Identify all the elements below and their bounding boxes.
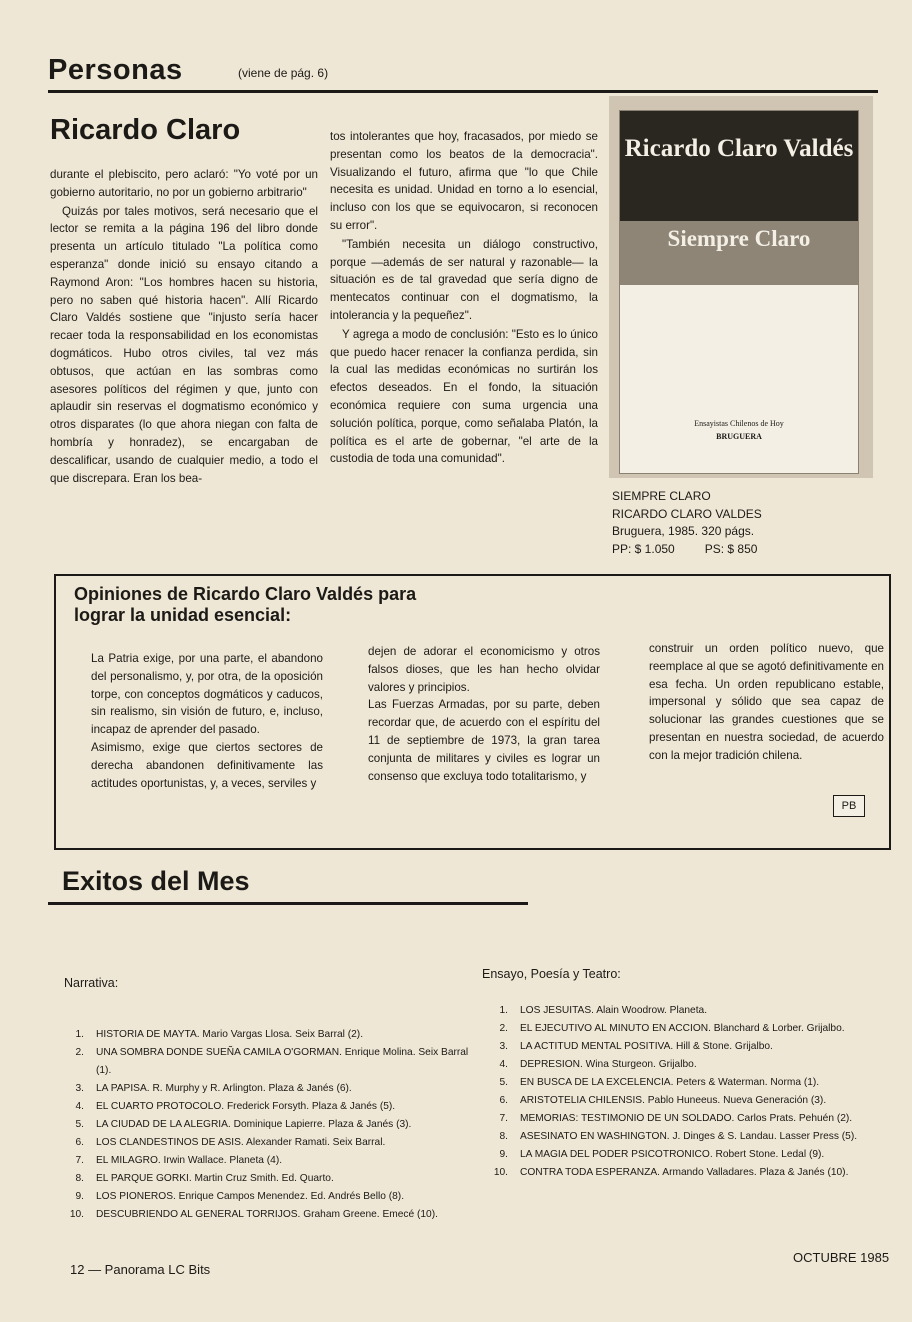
item-number: 5. xyxy=(75,1119,84,1130)
item-text: ASESINATO EN WASHINGTON. J. Dinges & S. Landau. Lasser Press (5). xyxy=(520,1131,858,1142)
paragraph: dejen de adorar el economicismo y otros falsos dioses, que les han hecho olvidar valores y principios. xyxy=(368,645,600,694)
item-text: UNA SOMBRA DONDE SUEÑA CAMILA O'GORMAN. Enrique Molina. Seix Barral (1). xyxy=(96,1047,469,1076)
opinions-title-line: Opiniones de Ricardo Claro Valdés para xyxy=(74,584,417,604)
section-title: Personas xyxy=(48,54,183,86)
item-text: MEMORIAS: TESTIMONIO DE UN SOLDADO. Carlos Prats. Pehuén (2). xyxy=(520,1113,853,1124)
item-number: 10. xyxy=(493,1167,508,1178)
item-text: LA MAGIA DEL PODER PSICOTRONICO. Robert Stone. Ledal (9). xyxy=(520,1149,825,1160)
list-item xyxy=(488,1002,894,1020)
ensayo-list xyxy=(488,1002,894,1182)
caption-title: SIEMPRE CLARO xyxy=(612,489,711,503)
book-cover-image xyxy=(619,110,859,474)
paragraph: tos intolerantes que hoy, fracasados, por miedo se presentan como los beatos de la democracia". Visualizando el futuro, afirma que "lo que Chile necesita es unidad. Unidad en torno a lo esencial, incluso con los que se equivocaron, si reconocen su error". xyxy=(330,130,598,232)
opinions-column-3 xyxy=(649,640,884,765)
price-ps: PS: $ 850 xyxy=(704,541,758,556)
list-item xyxy=(488,1020,894,1038)
item-number: 10. xyxy=(69,1209,84,1220)
book-caption xyxy=(612,488,762,558)
cover-author: Ricardo Claro Valdés xyxy=(624,135,854,162)
list-item xyxy=(64,1170,474,1188)
item-text: LA PAPISA. R. Murphy y R. Arlington. Plaza & Janés (6). xyxy=(96,1083,352,1094)
opinions-column-2 xyxy=(368,643,600,785)
item-text: CONTRA TODA ESPERANZA. Armando Valladares. Plaza & Janés (10). xyxy=(520,1167,849,1178)
item-text: LA CIUDAD DE LA ALEGRIA. Dominique Lapierre. Plaza & Janés (3). xyxy=(96,1119,412,1130)
list-item xyxy=(488,1038,894,1056)
list-item xyxy=(64,1116,474,1134)
item-text: ARISTOTELIA CHILENSIS. Pablo Huneeus. Nueva Generación (3). xyxy=(520,1095,827,1106)
cover-top-band xyxy=(620,111,858,221)
list-item xyxy=(64,1026,474,1044)
item-text: LA ACTITUD MENTAL POSITIVA. Hill & Stone. Grijalbo. xyxy=(520,1041,773,1052)
item-number: 7. xyxy=(499,1113,508,1124)
item-number: 4. xyxy=(499,1059,508,1070)
item-number: 2. xyxy=(499,1023,508,1034)
signature-badge: PB xyxy=(833,795,865,817)
list-item xyxy=(488,1128,894,1146)
list-item xyxy=(488,1056,894,1074)
item-number: 1. xyxy=(499,1005,508,1016)
item-text: DEPRESION. Wina Sturgeon. Grijalbo. xyxy=(520,1059,697,1070)
item-number: 6. xyxy=(75,1137,84,1148)
article-column-1 xyxy=(50,166,318,488)
narrativa-list xyxy=(64,1026,474,1224)
item-text: EL MILAGRO. Irwin Wallace. Planeta (4). xyxy=(96,1155,283,1166)
item-text: HISTORIA DE MAYTA. Mario Vargas Llosa. Seix Barral (2). xyxy=(96,1029,364,1040)
paragraph: construir un orden político nuevo, que reemplace al que se agotó definitivamente en esa fecha. Un orden republicano estable, impersonal y sólido que sea capaz de solucionar las grandes cuestiones que se presentan en nuestra sociedad, de acuerdo con la mejor tradición chilena. xyxy=(649,642,884,762)
list-item xyxy=(64,1188,474,1206)
cover-series: Ensayistas Chilenos de Hoy xyxy=(694,419,784,428)
opinions-column-1 xyxy=(91,650,323,792)
cover-publisher: BRUGUERA xyxy=(716,432,762,441)
item-number: 6. xyxy=(499,1095,508,1106)
list-item xyxy=(64,1080,474,1098)
list-item xyxy=(488,1146,894,1164)
item-number: 9. xyxy=(499,1149,508,1160)
item-number: 1. xyxy=(75,1029,84,1040)
continued-note: (viene de pág. 6) xyxy=(238,66,329,80)
item-text: LOS JESUITAS. Alain Woodrow. Planeta. xyxy=(520,1005,708,1016)
list-item xyxy=(488,1074,894,1092)
cover-title: Siempre Claro xyxy=(667,226,811,251)
item-text: EL CUARTO PROTOCOLO. Frederick Forsyth. Plaza & Janés (5). xyxy=(96,1101,396,1112)
item-number: 4. xyxy=(75,1101,84,1112)
paragraph: "También necesita un diálogo constructivo, porque —además de ser natural y razonable— la situación es de tal gravedad que sería digno de mentecatos continuar con el dogmatismo, la intolerancia y la pequeñez". xyxy=(330,237,598,322)
item-text: EL EJECUTIVO AL MINUTO EN ACCION. Blanchard & Lorber. Grijalbo. xyxy=(520,1023,845,1034)
paragraph: Las Fuerzas Armadas, por su parte, deben recordar que, de acuerdo con el espíritu del 11 de septiembre de 1973, la gran tarea conjunta de militares y civiles es lograr un consenso que excluya todo totalitarismo, y xyxy=(368,698,600,783)
paragraph: Y agrega a modo de conclusión: "Esto es lo único que puedo hacer renacer la confianza perdida, sin la cual las medidas económicas no surtirán los efectos deseados. En el fondo, la situación económica requiere con suma urgencia una solución política, porque, como señalaba Platón, la política es el arte de gobernar, "el arte de la custodia de toda una comunidad". xyxy=(330,327,598,466)
item-number: 5. xyxy=(499,1077,508,1088)
caption-details: Bruguera, 1985. 320 págs. xyxy=(612,524,755,538)
list-item xyxy=(488,1110,894,1128)
caption-prices xyxy=(612,541,762,559)
list-item xyxy=(64,1098,474,1116)
item-text: LOS CLANDESTINOS DE ASIS. Alexander Ramati. Seix Barral. xyxy=(96,1137,386,1148)
item-number: 7. xyxy=(75,1155,84,1166)
list-item xyxy=(64,1134,474,1152)
article-column-2 xyxy=(330,128,598,469)
header-rule xyxy=(48,90,878,93)
exitos-title: Exitos del Mes xyxy=(62,866,250,896)
paragraph: durante el plebiscito, pero aclaró: "Yo voté por un gobierno autoritario, no por un gobierno arbitrario" xyxy=(50,168,318,199)
list-item xyxy=(64,1152,474,1170)
item-text: DESCUBRIENDO AL GENERAL TORRIJOS. Graham Greene. Emecé (10). xyxy=(96,1209,438,1220)
opinions-title xyxy=(74,584,416,626)
item-number: 9. xyxy=(75,1191,84,1202)
item-number: 8. xyxy=(499,1131,508,1142)
ensayo-heading: Ensayo, Poesía y Teatro: xyxy=(482,967,621,981)
paragraph: Quizás por tales motivos, será necesario que el lector se remita a la página 196 del libro donde presenta un artículo titulado "La política como esperanza" donde inició su ensayo citando a Raymond Aron: "Los hombres hacen su historia, pero no saben qué historia hacen". Allí Ricardo Claro Valdés sostiene que "injusto sería hacer recaer toda la responsabilidad en los economistas dogmáticos. Hubo otros civiles, tal vez más obtusos, que actúan en las sombras como asesores políticos del régimen y que, junto con aplaudir sin reservas el dogmatismo económico y otros disparates (lo que ahora niegan con falta de hombría y honradez), se encargaban de descalificar, usando de cualquier medio, a todo el que discrepara. Eran los bea- xyxy=(50,204,318,485)
item-text: EL PARQUE GORKI. Martin Cruz Smith. Ed. Quarto. xyxy=(96,1173,334,1184)
item-text: EN BUSCA DE LA EXCELENCIA. Peters & Waterman. Norma (1). xyxy=(520,1077,820,1088)
item-number: 2. xyxy=(75,1047,84,1058)
paragraph: Asimismo, exige que ciertos sectores de derecha abandonen definitivamente las actitudes oportunistas, y, a veces, serviles y xyxy=(91,740,323,790)
list-item xyxy=(64,1044,474,1080)
price-pp: PP: $ 1.050 xyxy=(612,541,675,556)
item-number: 8. xyxy=(75,1173,84,1184)
item-number: 3. xyxy=(75,1083,84,1094)
list-item xyxy=(488,1164,894,1182)
paragraph: La Patria exige, por una parte, el abandono del personalismo, y, por otra, de la oposición torpe, con conceptos dogmáticos y caducos, sin realismo, sin visión de futuro, e, incluso, incapaz de aprender del pasado. xyxy=(91,652,323,737)
list-item xyxy=(488,1092,894,1110)
caption-author: RICARDO CLARO VALDES xyxy=(612,506,762,521)
page-footer-date: OCTUBRE 1985 xyxy=(793,1250,890,1265)
opinions-title-line: lograr la unidad esencial: xyxy=(74,605,292,625)
item-number: 3. xyxy=(499,1041,508,1052)
page-footer-folio: 12 — Panorama LC Bits xyxy=(70,1262,211,1277)
article-title: Ricardo Claro xyxy=(50,114,241,146)
list-item xyxy=(64,1206,474,1224)
item-text: LOS PIONEROS. Enrique Campos Menendez. Ed. Andrés Bello (8). xyxy=(96,1191,405,1202)
exitos-rule xyxy=(48,902,528,905)
narrativa-heading: Narrativa: xyxy=(64,976,119,990)
